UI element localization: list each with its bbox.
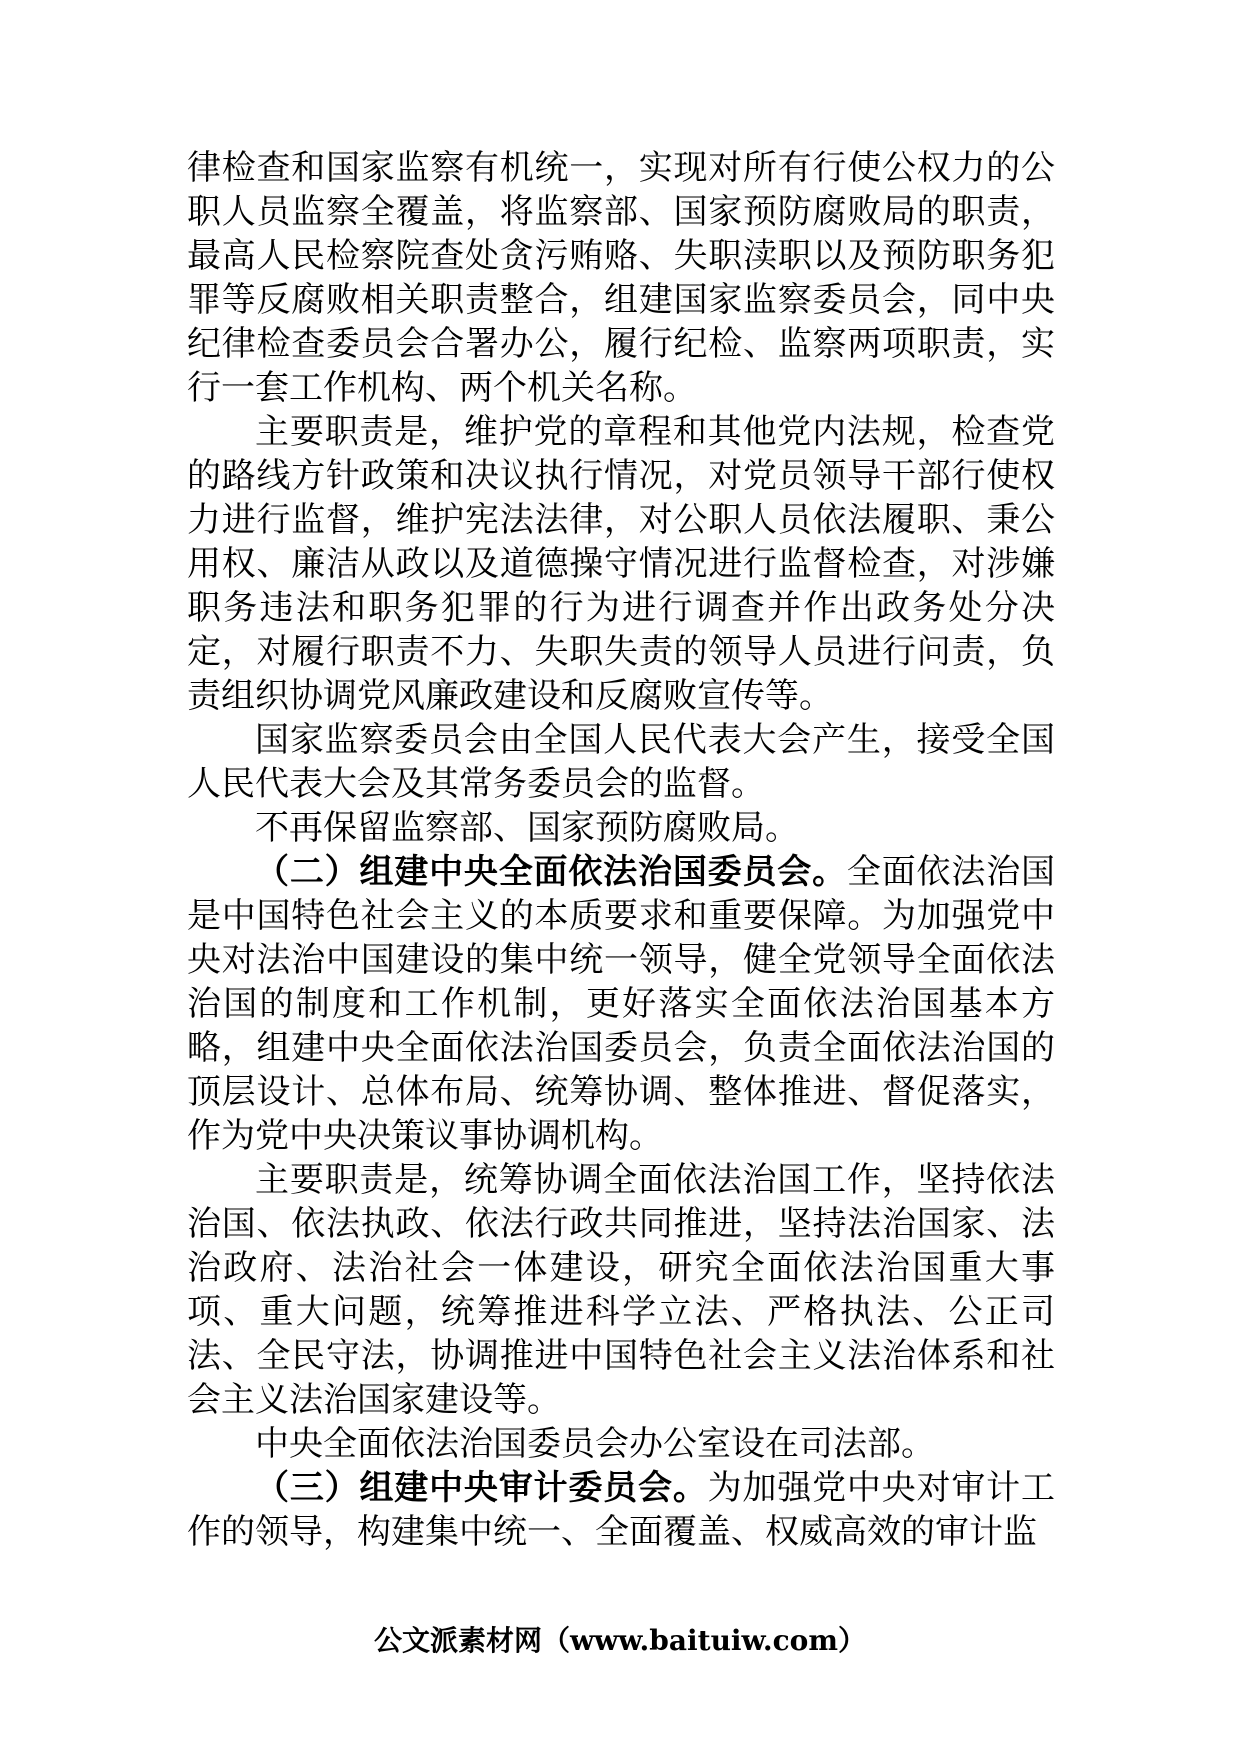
section-two-heading: （二）组建中央全面依法治国委员会。 (255, 852, 847, 892)
section-three-text: 为加强党中央对审计工作的领导，构建集中统一、全面覆盖、权威高效的审计监 (187, 1468, 1056, 1552)
page-footer: 公文派素材网（www.baituiw.com） (374, 1624, 866, 1657)
paragraph-main-duties-1: 主要职责是，维护党的章程和其他党内法规，检查党的路线方针政策和决议执行情况，对党员领导干部行使权力进行监督，维护宪法法律，对公职人员依法履职、秉公用权、廉洁从政以及道德操守情况进行监督检查，对涉嫌职务违法和职务犯罪的行为进行调查并作出政务处分决定，对履行职责不力、失职失责的领导人员进行问责，负责组织协调党风廉政建设和反腐败宣传等。 (187, 412, 1055, 716)
paragraph-continuation: 律检查和国家监察有机统一，实现对所有行使公权力的公职人员监察全覆盖，将监察部、国家预防腐败局的职责，最高人民检察院查处贪污贿赂、失职渎职以及预防职务犯罪等反腐败相关职责整合，组建国家监察委员会，同中央纪律检查委员会合署办公，履行纪检、监察两项职责，实行一套工作机构、两个机关名称。 (187, 148, 1055, 408)
paragraph-main-duties-2: 主要职责是，统筹协调全面依法治国工作，坚持依法治国、依法执政、依法行政共同推进，坚持法治国家、法治政府、法治社会一体建设，研究全面依法治国重大事项、重大问题，统筹推进科学立法、严格执法、公正司法、全民守法，协调推进中国特色社会主义法治体系和社会主义法治国家建设等。 (187, 1160, 1055, 1420)
paragraph-section-three (187, 1466, 1055, 1554)
document-body (187, 146, 1055, 1554)
section-two-text: 全面依法治国是中国特色社会主义的本质要求和重要保障。为加强党中央对法治中国建设的集中统一领导，健全党领导全面依法治国的制度和工作机制，更好落实全面依法治国基本方略，组建中央全面依法治国委员会，负责全面依法治国的顶层设计、总体布局、统筹协调、整体推进、督促落实，作为党中央决策议事协调机构。 (187, 852, 1056, 1156)
paragraph-no-longer-retained: 不再保留监察部、国家预防腐败局。 (255, 808, 799, 848)
paragraph-office-location: 中央全面依法治国委员会办公室设在司法部。 (255, 1424, 935, 1464)
paragraph-supervision: 国家监察委员会由全国人民代表大会产生，接受全国人民代表大会及其常务委员会的监督。 (187, 720, 1055, 804)
section-three-heading: （三）组建中央审计委员会。 (255, 1468, 708, 1508)
paragraph-section-two (187, 850, 1055, 1158)
